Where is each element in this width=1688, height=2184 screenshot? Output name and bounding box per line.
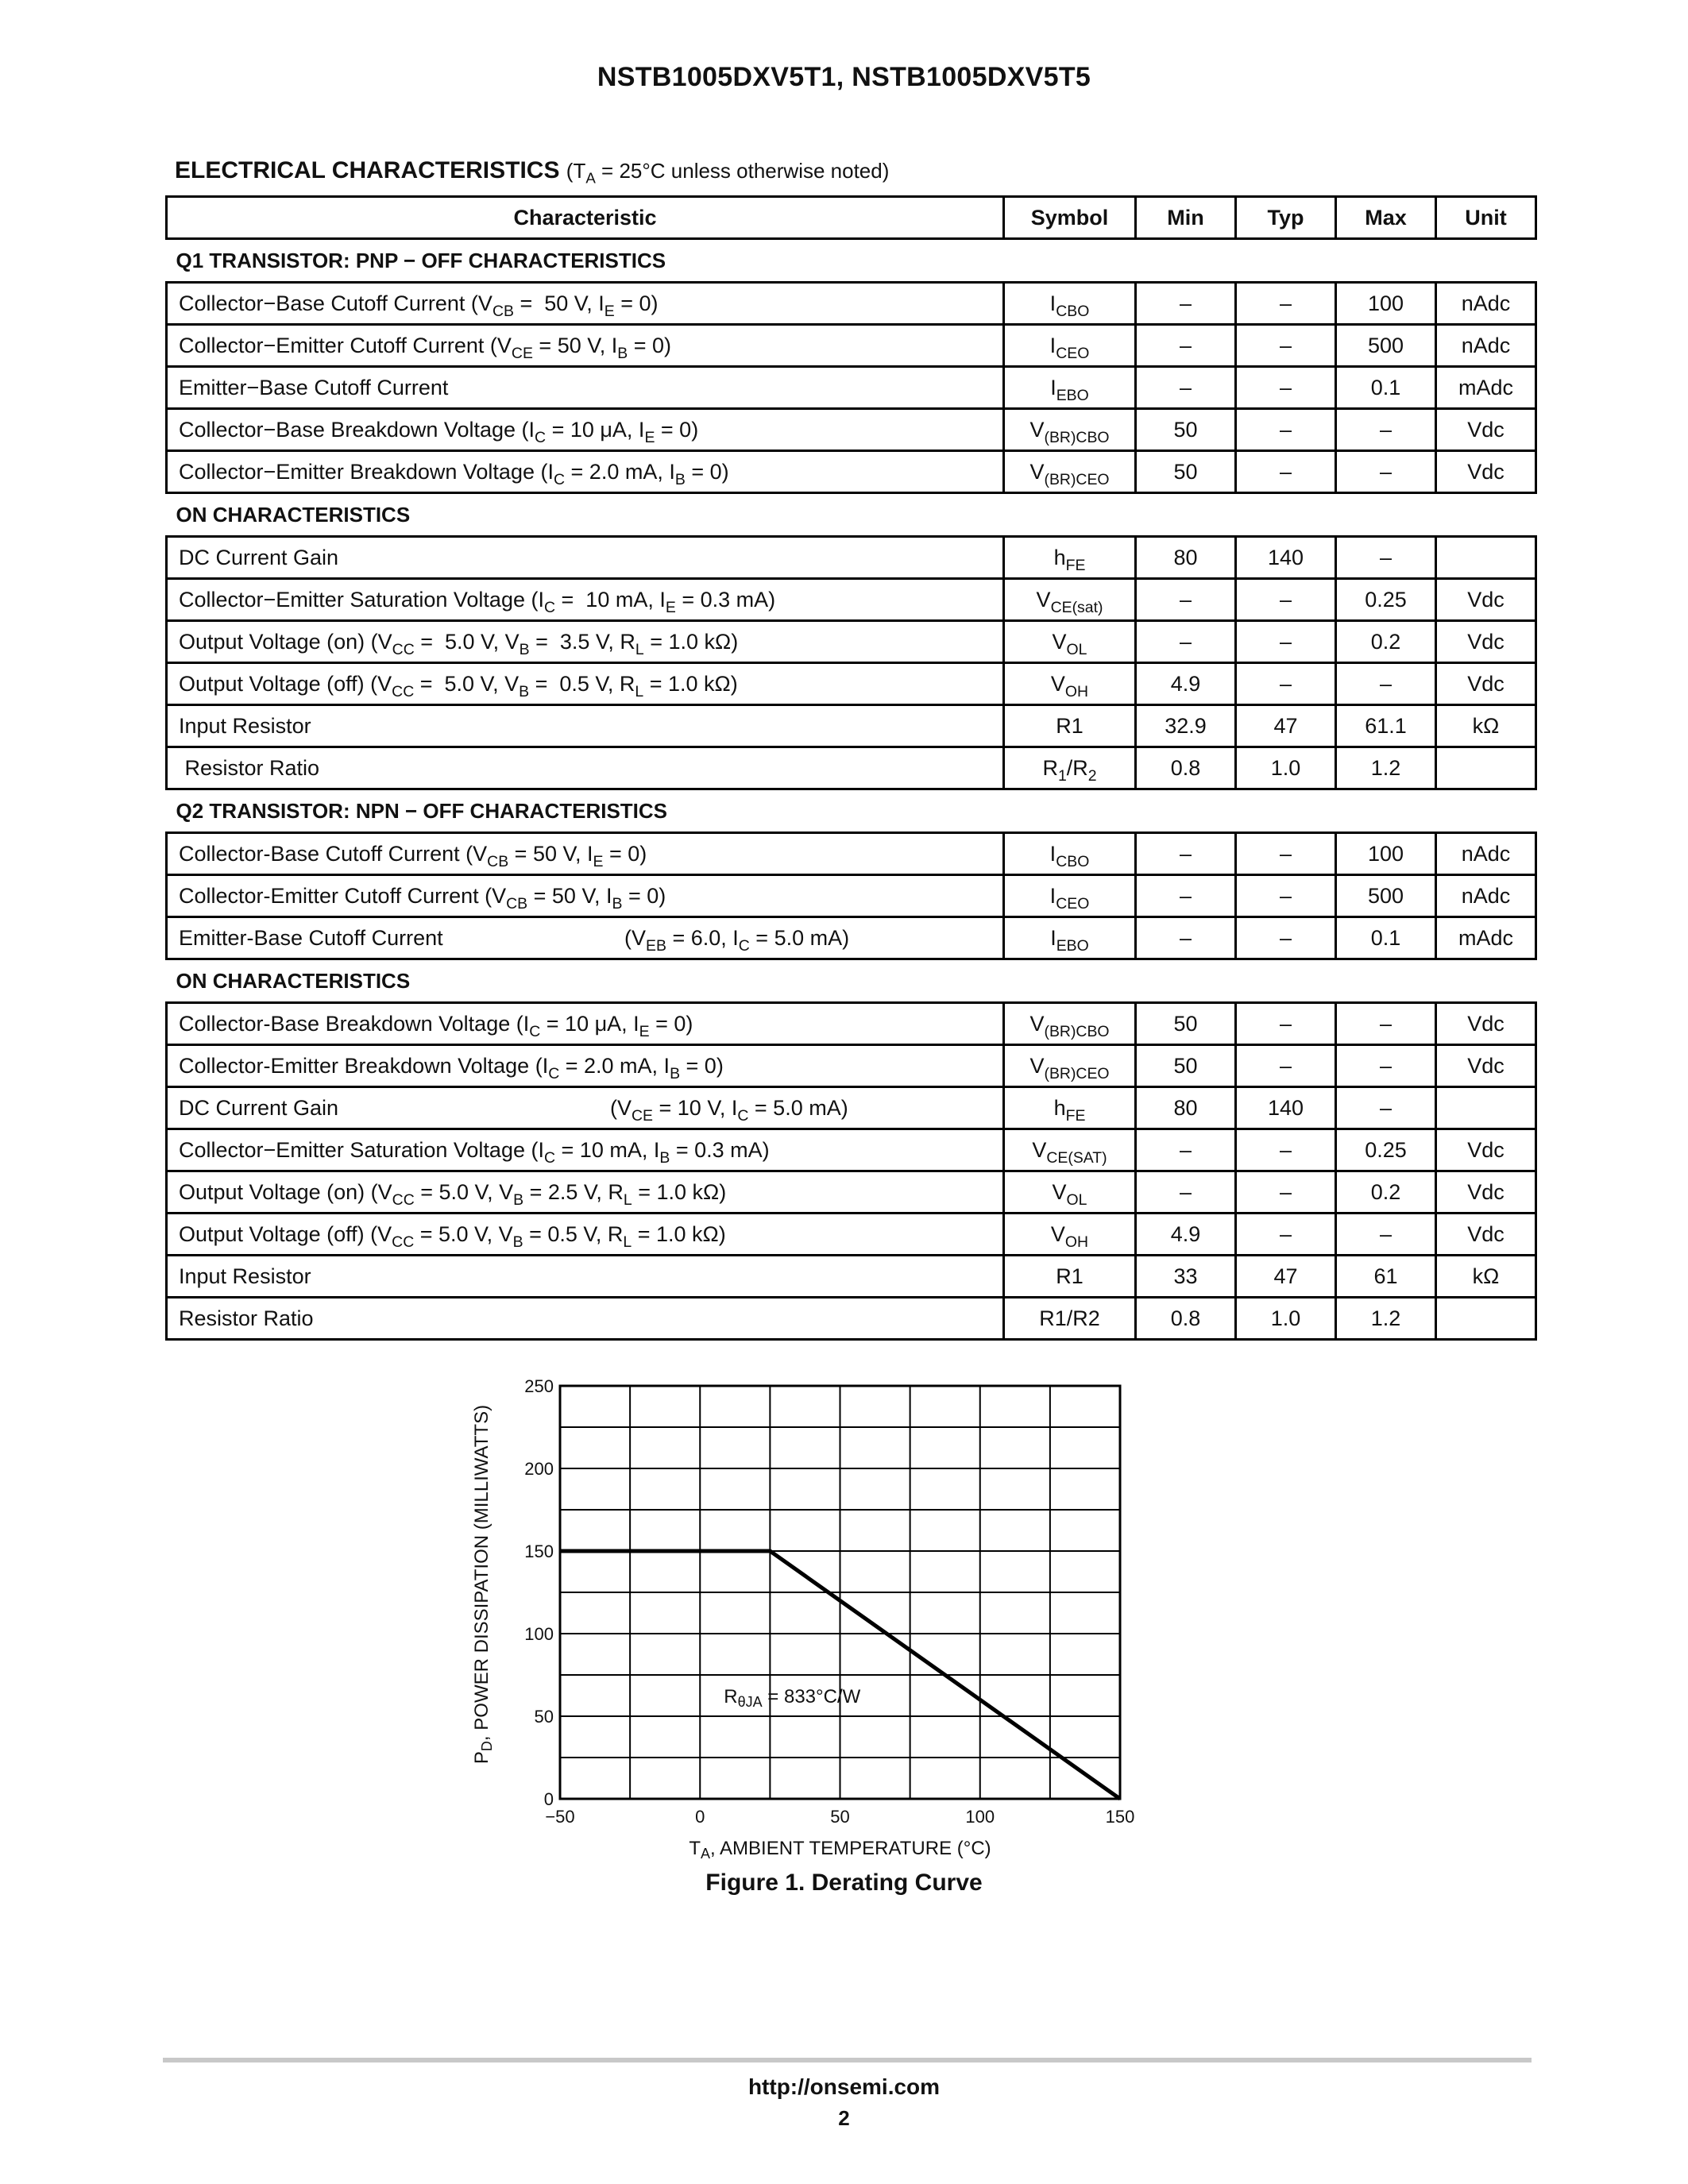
characteristic-text: Collector−Emitter Saturation Voltage ($I_C = 10$ mA, $I_B = 0.3$ mA) [179,1137,770,1167]
cell-characteristic [167,537,1004,579]
cell-symbol: $V_{(BR)CEO}$ [1004,1045,1136,1087]
table-row [167,1256,1536,1298]
footer-page-number: 2 [838,2106,850,2130]
cell-min: – [1136,1171,1236,1214]
cell-unit: nAdc [1436,875,1536,917]
cell-typ: 1.0 [1236,1298,1336,1340]
cell-typ: – [1236,663,1336,705]
cell-symbol: $V_{(BR)CBO}$ [1004,1003,1136,1045]
table-row [167,579,1536,621]
cell-symbol: R1 [1004,705,1136,747]
cell-symbol: $V_{CE(SAT)}$ [1004,1129,1136,1171]
footer-divider [163,2058,1532,2062]
cell-characteristic [167,1298,1004,1340]
cell-symbol: $I_{EBO}$ [1004,367,1136,409]
cell-symbol: R1 [1004,1256,1136,1298]
table-section-row [167,959,1536,1003]
cell-symbol: $V_{CE(sat)}$ [1004,579,1136,621]
characteristic-text: Collector−Base Breakdown Voltage ($I_C = 10$ μA, $I_E = 0$) [179,417,699,446]
cell-min: 80 [1136,537,1236,579]
table-header-row [167,197,1536,239]
chart-x-tick-label: 50 [830,1807,850,1827]
characteristic-text: DC Current Gain [179,1095,339,1120]
chart-x-tick-label: 0 [695,1807,705,1827]
cell-unit: Vdc [1436,621,1536,663]
chart-y-tick-label: 150 [524,1542,554,1561]
cell-max: – [1336,1003,1436,1045]
cell-unit: Vdc [1436,579,1536,621]
characteristic-text: Input Resistor [179,1264,311,1288]
characteristic-text: Collector-Base Cutoff Current ($V_{CB} = 50$ V, $I_E = 0$) [179,841,647,870]
cell-typ: – [1236,1045,1336,1087]
characteristic-text: Input Resistor [179,713,311,738]
table-row [167,875,1536,917]
cell-min: – [1136,367,1236,409]
header-typ: Typ [1236,197,1336,239]
cell-max: 0.1 [1336,367,1436,409]
cell-max: 1.2 [1336,1298,1436,1340]
cell-characteristic [167,1003,1004,1045]
cell-characteristic [167,705,1004,747]
chart-y-tick-label: 50 [534,1707,554,1727]
electrical-characteristics-table [165,195,1537,1341]
cell-max: 1.2 [1336,747,1436,789]
table-row [167,833,1536,875]
chart-grid [560,1386,1120,1799]
characteristic-text: Collector-Base Breakdown Voltage ($I_C = 10$ μA, $I_E = 0$) [179,1011,693,1040]
header-unit: Unit [1436,197,1536,239]
table-row [167,917,1536,959]
characteristic-text: Resistor Ratio [179,755,320,780]
cell-typ: – [1236,283,1336,325]
cell-characteristic [167,1087,1004,1129]
cell-characteristic [167,1214,1004,1256]
table-row [167,1003,1536,1045]
cell-unit: kΩ [1436,1256,1536,1298]
cell-characteristic [167,283,1004,325]
section-heading [175,157,890,187]
characteristic-text: Collector-Emitter Breakdown Voltage ($I_C = 2.0$ mA, $I_B = 0$) [179,1053,724,1082]
table-row [167,663,1536,705]
cell-characteristic [167,917,1004,959]
cell-min: – [1136,917,1236,959]
cell-unit [1436,537,1536,579]
cell-min: 0.8 [1136,1298,1236,1340]
chart-x-tick-label: 150 [1105,1807,1135,1827]
cell-typ: 1.0 [1236,747,1336,789]
characteristic-text: Output Voltage (on) ($V_{CC} = 5.0$ V, $V_B = 3.5$ V, $R_L = 1.0$ kΩ) [179,629,739,658]
table-row [167,1171,1536,1214]
characteristic-text: Collector−Emitter Saturation Voltage ($I_C = 10$ mA, $I_E = 0.3$ mA) [179,587,776,616]
cell-min: – [1136,1129,1236,1171]
cell-max: 500 [1336,875,1436,917]
cell-symbol: R1/R2 [1004,1298,1136,1340]
cell-unit: Vdc [1436,1214,1536,1256]
cell-symbol: $I_{CBO}$ [1004,833,1136,875]
cell-typ: – [1236,579,1336,621]
chart-y-tick-label: 100 [524,1624,554,1644]
table-section-title: Q2 TRANSISTOR: NPN − OFF CHARACTERISTICS [176,798,668,823]
chart-x-axis-label: $T_A$, AMBIENT TEMPERATURE (°C) [689,1838,991,1862]
cell-unit: mAdc [1436,917,1536,959]
cell-typ: 47 [1236,1256,1336,1298]
cell-max: 61 [1336,1256,1436,1298]
characteristic-text: Output Voltage (off) ($V_{CC} = 5.0$ V, $V_B = 0.5$ V, $R_L = 1.0$ kΩ) [179,671,738,700]
cell-max: 500 [1336,325,1436,367]
cell-typ: – [1236,1003,1336,1045]
document-title: NSTB1005DXV5T1, NSTB1005DXV5T5 [597,62,1091,92]
cell-min: 33 [1136,1256,1236,1298]
cell-min: 0.8 [1136,747,1236,789]
cell-unit: Vdc [1436,409,1536,451]
characteristic-text: Output Voltage (off) ($V_{CC} = 5.0$ V, $V_B = 0.5$ V, $R_L = 1.0$ kΩ) [179,1221,726,1251]
cell-unit: Vdc [1436,1045,1536,1087]
electrical-characteristics-table-wrap [165,195,1535,1341]
section-heading-condition: ($T_A = 25^\circ C$ unless otherwise noted) [566,159,890,187]
cell-characteristic [167,875,1004,917]
cell-characteristic [167,367,1004,409]
cell-max: 61.1 [1336,705,1436,747]
table-section-row [167,493,1536,537]
cell-symbol: $h_{FE}$ [1004,1087,1136,1129]
cell-max: – [1336,1214,1436,1256]
cell-min: – [1136,579,1236,621]
table-row [167,621,1536,663]
cell-typ: 47 [1236,705,1336,747]
cell-characteristic [167,1129,1004,1171]
cell-min: 50 [1136,409,1236,451]
cell-typ: – [1236,325,1336,367]
cell-max: 100 [1336,283,1436,325]
chart-annotation-rthja: $R_{\theta JA} = 833^\circ C/W$ [724,1686,861,1711]
chart-y-tick-label: 200 [524,1459,554,1479]
cell-symbol: $I_{CEO}$ [1004,875,1136,917]
cell-unit: Vdc [1436,663,1536,705]
cell-symbol: $V_{(BR)CEO}$ [1004,451,1136,493]
cell-max: 100 [1336,833,1436,875]
characteristic-condition: ($V_{CE} = 10$ V, $I_C = 5.0$ mA) [610,1095,848,1125]
table-row [167,747,1536,789]
cell-max: – [1336,409,1436,451]
cell-unit: mAdc [1436,367,1536,409]
cell-min: 4.9 [1136,1214,1236,1256]
characteristic-text: DC Current Gain [179,545,339,569]
cell-max: – [1336,537,1436,579]
cell-typ: – [1236,1171,1336,1214]
cell-characteristic [167,833,1004,875]
cell-symbol: $I_{CBO}$ [1004,283,1136,325]
table-row [167,325,1536,367]
cell-characteristic [167,747,1004,789]
table-section-row [167,789,1536,833]
chart-y-tick-label: 250 [524,1376,554,1396]
cell-symbol: $V_{OH}$ [1004,663,1136,705]
cell-min: 50 [1136,1003,1236,1045]
table-row [167,1045,1536,1087]
cell-unit [1436,1087,1536,1129]
cell-unit: kΩ [1436,705,1536,747]
cell-max: – [1336,1045,1436,1087]
cell-characteristic [167,1045,1004,1087]
table-row [167,367,1536,409]
table-row [167,1087,1536,1129]
cell-unit: nAdc [1436,325,1536,367]
cell-min: – [1136,833,1236,875]
cell-max: – [1336,663,1436,705]
cell-symbol: $I_{CEO}$ [1004,325,1136,367]
cell-symbol: $R_1/R_2$ [1004,747,1136,789]
cell-typ: – [1236,917,1336,959]
table-section-title: ON CHARACTERISTICS [176,968,411,993]
cell-typ: – [1236,1214,1336,1256]
cell-unit: nAdc [1436,833,1536,875]
cell-typ: – [1236,833,1336,875]
table-row [167,1298,1536,1340]
table-body [167,239,1536,1340]
header-max: Max [1336,197,1436,239]
cell-typ: – [1236,409,1336,451]
cell-symbol: $I_{EBO}$ [1004,917,1136,959]
characteristic-text: Output Voltage (on) ($V_{CC} = 5.0$ V, $V_B = 2.5$ V, $R_L = 1.0$ kΩ) [179,1179,727,1209]
characteristic-text: Emitter-Base Cutoff Current [179,925,443,950]
header-symbol: Symbol [1004,197,1136,239]
header-min: Min [1136,197,1236,239]
cell-typ: – [1236,875,1336,917]
cell-symbol: $V_{OL}$ [1004,1171,1136,1214]
cell-min: – [1136,875,1236,917]
cell-typ: – [1236,451,1336,493]
cell-characteristic [167,663,1004,705]
characteristic-condition: ($V_{EB} = 6.0$, $I_C = 5.0$ mA) [624,925,850,955]
chart-x-tick-label: 100 [965,1807,995,1827]
cell-symbol: $V_{OL}$ [1004,621,1136,663]
cell-unit: Vdc [1436,1129,1536,1171]
chart-y-tick-label: 0 [543,1789,554,1809]
cell-unit: nAdc [1436,283,1536,325]
table-section-row [167,239,1536,283]
cell-unit [1436,747,1536,789]
cell-symbol: $V_{(BR)CBO}$ [1004,409,1136,451]
cell-unit: Vdc [1436,451,1536,493]
cell-min: – [1136,621,1236,663]
cell-characteristic [167,1256,1004,1298]
cell-typ: – [1236,621,1336,663]
table-section-title: ON CHARACTERISTICS [176,502,411,527]
cell-characteristic [167,1171,1004,1214]
derating-curve-chart [461,1366,1160,1866]
chart-tick-labels [524,1376,1134,1827]
cell-min: – [1136,325,1236,367]
cell-typ: – [1236,367,1336,409]
table-row [167,1214,1536,1256]
cell-max: 0.2 [1336,621,1436,663]
cell-max: 0.2 [1336,1171,1436,1214]
cell-characteristic [167,325,1004,367]
table-row [167,451,1536,493]
characteristic-text: Emitter−Base Cutoff Current [179,375,449,399]
cell-max: – [1336,1087,1436,1129]
characteristic-text: Collector−Base Cutoff Current ($V_{CB} = 50$ V, $I_E = 0$) [179,291,659,320]
cell-min: 4.9 [1136,663,1236,705]
cell-typ: 140 [1236,1087,1336,1129]
cell-max: 0.25 [1336,579,1436,621]
cell-symbol: $h_{FE}$ [1004,537,1136,579]
cell-characteristic [167,409,1004,451]
table-row [167,537,1536,579]
figure-caption: Figure 1. Derating Curve [705,1870,983,1896]
cell-symbol: $V_{OH}$ [1004,1214,1136,1256]
cell-min: 80 [1136,1087,1236,1129]
header-characteristic: Characteristic [167,197,1004,239]
characteristic-text: Resistor Ratio [179,1306,314,1330]
table-row [167,283,1536,325]
chart-x-tick-label: −50 [545,1807,575,1827]
cell-characteristic [167,621,1004,663]
cell-characteristic [167,579,1004,621]
chart-y-axis-label: $P_D$, POWER DISSIPATION (MILLIWATTS) [471,1404,495,1765]
table-row [167,705,1536,747]
cell-unit: Vdc [1436,1003,1536,1045]
characteristic-text: Collector-Emitter Cutoff Current ($V_{CB} = 50$ V, $I_B = 0$) [179,883,666,913]
cell-typ: – [1236,1129,1336,1171]
cell-max: – [1336,451,1436,493]
cell-typ: 140 [1236,537,1336,579]
cell-unit: Vdc [1436,1171,1536,1214]
characteristic-text: Collector−Emitter Cutoff Current ($V_{CE} = 50$ V, $I_B = 0$) [179,333,672,362]
cell-min: 50 [1136,451,1236,493]
cell-characteristic [167,451,1004,493]
cell-max: 0.1 [1336,917,1436,959]
cell-min: 50 [1136,1045,1236,1087]
cell-min: 32.9 [1136,705,1236,747]
table-row [167,409,1536,451]
footer-url: http://onsemi.com [747,2074,941,2099]
table-row [167,1129,1536,1171]
table-section-title: Q1 TRANSISTOR: PNP − OFF CHARACTERISTICS [176,248,666,272]
characteristic-text: Collector−Emitter Breakdown Voltage ($I_C = 2.0$ mA, $I_B = 0$) [179,459,729,488]
cell-unit [1436,1298,1536,1340]
cell-max: 0.25 [1336,1129,1436,1171]
section-heading-title: ELECTRICAL CHARACTERISTICS [175,157,560,183]
cell-min: – [1136,283,1236,325]
